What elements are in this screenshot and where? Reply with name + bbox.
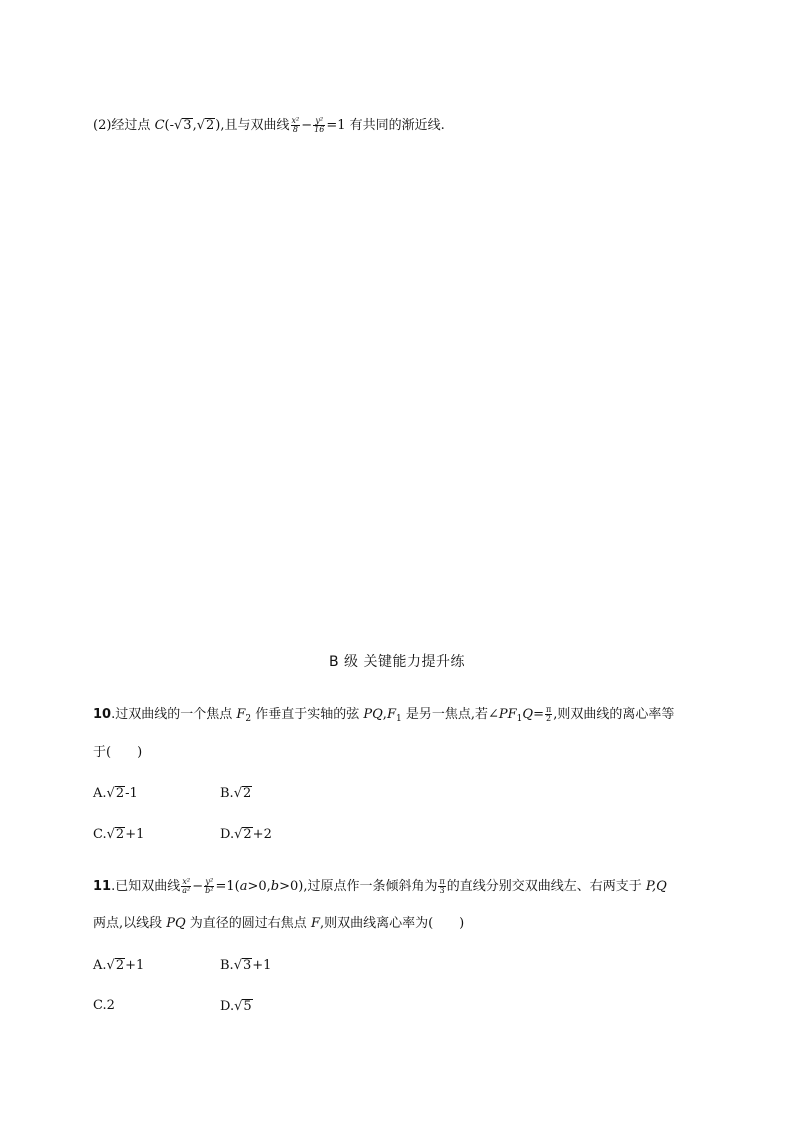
segment-pq: PQ [166, 916, 186, 931]
subscript: 1 [395, 714, 402, 724]
fraction-pi-2 [545, 706, 552, 723]
denominator: 8 [292, 125, 298, 134]
fraction-x2-a2 [181, 878, 191, 895]
q9-part2 [93, 117, 445, 134]
q10-option-b[interactable] [220, 786, 252, 800]
option-label: A. [93, 786, 107, 801]
option-tail: +1 [252, 958, 272, 973]
q9-text: ,且与双曲线 [220, 118, 290, 133]
denominator: 3 [439, 886, 445, 895]
q11-text: ,则双曲线离心率为( ) [319, 916, 465, 931]
var-b: b [270, 879, 280, 894]
angle-vertex: PF [498, 707, 517, 722]
option-label: C. [93, 827, 107, 842]
q10-option-d[interactable] [220, 827, 272, 841]
q11-option-d[interactable] [220, 999, 253, 1013]
numerator: x² [291, 116, 300, 125]
option-label: C. [93, 998, 107, 1013]
sqrt: √2 [233, 786, 252, 801]
q10-line2: 于( ) [93, 745, 143, 760]
option-label: D. [220, 999, 235, 1014]
q11-option-b[interactable] [220, 958, 271, 972]
sqrt: √2 [234, 827, 252, 842]
var-a: a [239, 879, 248, 894]
q9-lead: (2)经过点 [93, 118, 155, 133]
option-label: D. [220, 827, 235, 842]
q10-text: , [382, 707, 387, 722]
comma: , [192, 118, 197, 133]
q11-number: 11 [93, 879, 112, 894]
radicand: 2 [115, 786, 125, 801]
q11-text: 为直径的圆过右焦点 [185, 916, 311, 931]
sqrt: √2 [106, 827, 125, 842]
numerator: y² [205, 877, 214, 886]
q11-text: =1( [215, 879, 240, 894]
option-tail: -1 [125, 786, 138, 801]
radicand: 2 [206, 118, 215, 133]
radicand: 5 [243, 999, 252, 1014]
option-label: A. [93, 958, 107, 973]
fraction-pi-3 [438, 878, 445, 895]
coords-open: (- [164, 118, 174, 133]
denominator: 2 [546, 714, 552, 723]
option-label: B. [220, 958, 234, 973]
q10-text: 是另一焦点,若∠ [401, 707, 499, 722]
radicand: 2 [243, 827, 252, 842]
sqrt-2: √2 [196, 118, 215, 133]
focus-f1: F [386, 707, 396, 722]
q11-text: >0, [247, 879, 271, 894]
q11-line1 [93, 878, 667, 895]
q10-number: 10 [93, 707, 112, 722]
sqrt: √2 [106, 786, 125, 801]
q10-line1 [93, 706, 674, 724]
q10-text: 作垂直于实轴的弦 [251, 707, 364, 722]
radicand: 2 [115, 958, 125, 973]
subscript: 2 [245, 714, 252, 724]
chord-pq: PQ [363, 707, 383, 722]
option-tail: +2 [252, 827, 272, 842]
q11-option-a[interactable] [93, 958, 144, 972]
q10-option-a[interactable] [93, 786, 138, 800]
denominator: 16 [314, 125, 325, 134]
point-label: C [154, 118, 165, 133]
option-tail: +1 [125, 827, 145, 842]
angle-end: Q [522, 707, 534, 722]
denominator: b² [205, 886, 214, 895]
q10-text: .过双曲线的一个焦点 [111, 707, 237, 722]
minus-sign: − [301, 118, 313, 133]
q9-equation-tail: =1 有共同的渐近线. [326, 118, 445, 133]
q11-text: >0),过原点作一条倾斜角为 [279, 879, 438, 894]
focus-f: F [310, 916, 320, 931]
q11-line2 [93, 917, 464, 930]
numerator: π [545, 705, 552, 714]
q11-text: 两点,以线段 [93, 916, 167, 931]
numerator: x² [182, 877, 191, 886]
subscript: 1 [516, 714, 523, 724]
q10-text: ,则双曲线的离心率等 [553, 707, 675, 722]
numerator: y² [313, 117, 325, 126]
section-heading: B 级 关键能力提升练 [328, 654, 465, 670]
radicand: 2 [115, 827, 125, 842]
denominator: a² [182, 886, 191, 895]
focus-f2: F [236, 707, 246, 722]
fraction-x2-8 [291, 117, 301, 134]
q11-text: 的直线分别交双曲线左、右两支于 [446, 879, 646, 894]
numerator: π [439, 877, 445, 886]
q10-option-c[interactable] [93, 827, 144, 841]
option-tail: +1 [125, 958, 145, 973]
sqrt: √2 [106, 958, 125, 973]
minus-sign: − [192, 879, 204, 894]
points-pq: P,Q [645, 879, 667, 894]
sqrt: √3 [233, 958, 252, 973]
q11-option-c[interactable] [93, 999, 115, 1012]
radicand: 3 [242, 958, 252, 973]
fraction-y2-16 [313, 117, 325, 134]
radicand: 2 [242, 786, 252, 801]
equals: = [533, 707, 544, 722]
radicand: 3 [183, 118, 192, 133]
sqrt: √5 [234, 999, 252, 1014]
option-label: B. [220, 786, 234, 801]
coords-close: ) [215, 118, 221, 133]
fraction-y2-b2 [204, 878, 214, 895]
sqrt-3: √3 [173, 118, 192, 133]
q11-text: .已知双曲线 [111, 879, 181, 894]
option-value: 2 [106, 998, 115, 1013]
